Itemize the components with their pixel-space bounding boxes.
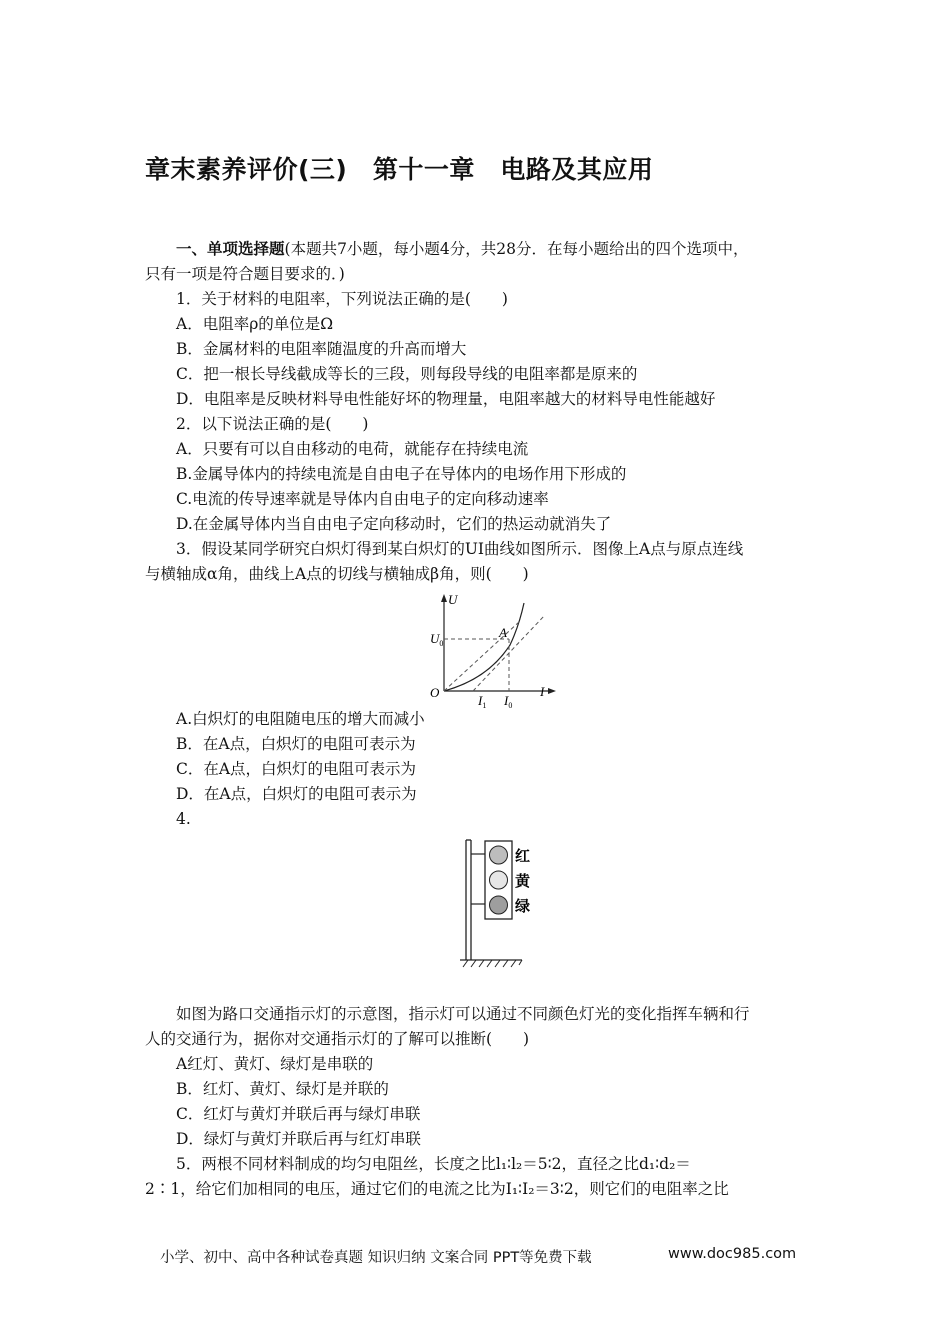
u-axis-label: U (448, 592, 458, 607)
q4-number: 4. (176, 810, 191, 828)
ui-curve-graph (418, 592, 563, 710)
ui-curve (444, 603, 524, 691)
page-footer (160, 1246, 800, 1267)
q4-option-b: B．红灯、黄灯、绿灯是并联的 (176, 1080, 389, 1098)
red-light (490, 846, 508, 864)
i1-label: $I_1$ (478, 693, 487, 710)
q5-stem-line-1: 5．两根不同材料制成的均匀电阻丝，长度之比l₁∶l₂＝5∶2，直径之比d₁∶d₂＝ (176, 1155, 691, 1173)
yellow-light (490, 871, 508, 889)
i-axis-arrow (548, 688, 556, 694)
q3-option-d: D．在A点，白炽灯的电阻可表示为 (176, 785, 417, 803)
footer-url[interactable]: www.doc985.com (668, 1246, 797, 1262)
red-label: 红 (515, 847, 531, 865)
q1-option-a: A．电阻率ρ的单位是Ω (176, 315, 334, 333)
q1-stem: 1．关于材料的电阻率，下列说法正确的是( ) (176, 290, 508, 308)
q3-stem-line-2: 与横轴成α角，曲线上A点的切线与横轴成β角，则( ) (145, 565, 529, 583)
q2-stem: 2．以下说法正确的是( ) (176, 415, 369, 433)
q1-option-c: C．把一根长导线截成等长的三段，则每段导线的电阻率都是原来的 (176, 365, 638, 383)
exam-content (145, 237, 810, 1202)
traffic-light-diagram (460, 832, 550, 970)
q1-option-d: D．电阻率是反映材料导电性能好坏的物理量，电阻率越大的材料导电性能越好 (176, 390, 716, 408)
u0-label: $U_0$ (430, 631, 444, 648)
q1-option-b: B．金属材料的电阻率随温度的升高而增大 (176, 340, 467, 358)
q2-option-b: B.金属导体内的持续电流是自由电子在导体内的电场作用下形成的 (176, 465, 627, 483)
section-intro: (本题共7小题，每小题4分，共28分．在每小题给出的四个选项中， (284, 240, 749, 258)
q4-option-a: A红灯、黄灯、绿灯是串联的 (176, 1055, 374, 1073)
yellow-label: 黄 (515, 872, 531, 890)
section-intro-line-2: 只有一项是符合题目要求的．) (145, 265, 345, 283)
ground-hatching (463, 960, 522, 967)
q4-option-c: C．红灯与黄灯并联后再与绿灯串联 (176, 1105, 421, 1123)
traffic-light-figure (145, 832, 810, 1002)
q2-option-c: C.电流的传导速率就是导体内自由电子的定向移动速率 (176, 490, 549, 508)
q5-stem-line-2: 2∶1，给它们加相同的电压，通过它们的电流之比为I₁∶I₂＝3∶2，则它们的电阻率之比 (145, 1180, 729, 1198)
i-axis-label: I (540, 684, 545, 699)
page-title: 章末素养评价(三) 第十一章 电路及其应用 (145, 155, 654, 184)
section-heading: 一、单项选择题 (176, 240, 285, 258)
q3-option-c: C．在A点，白炽灯的电阻可表示为 (176, 760, 417, 778)
oa-line (444, 622, 519, 691)
q2-option-a: A．只要有可以自由移动的电荷，就能存在持续电流 (176, 440, 529, 458)
q4-stem-line-2: 人的交通行为，据你对交通指示灯的了解可以推断( ) (145, 1030, 530, 1048)
green-light (490, 896, 508, 914)
origin-label: O (430, 685, 440, 700)
section-intro-line-1 (145, 237, 810, 262)
q4-stem-line-1: 如图为路口交通指示灯的示意图，指示灯可以通过不同颜色灯光的变化指挥车辆和行 (176, 1005, 750, 1023)
footer-text: 小学、初中、高中各种试卷真题 知识归纳 文案合同 PPT等免费下载 (160, 1250, 592, 1266)
q2-option-d: D.在金属导体内当自由电子定向移动时，它们的热运动就消失了 (176, 515, 612, 533)
q3-option-b: B．在A点，白炽灯的电阻可表示为 (176, 735, 416, 753)
i0-label: $I_0$ (504, 693, 513, 710)
q4-option-d: D．绿灯与黄灯并联后再与红灯串联 (176, 1130, 421, 1148)
ui-curve-figure (145, 587, 810, 710)
q3-option-a: A.白炽灯的电阻随电压的增大而减小 (176, 710, 425, 728)
green-label: 绿 (515, 897, 531, 915)
u-axis-arrow (441, 594, 447, 602)
point-a-label: A (499, 625, 507, 640)
q3-stem-line-1: 3．假设某同学研究白炽灯得到某白炽灯的UI曲线如图所示．图像上A点与原点连线 (176, 540, 744, 558)
